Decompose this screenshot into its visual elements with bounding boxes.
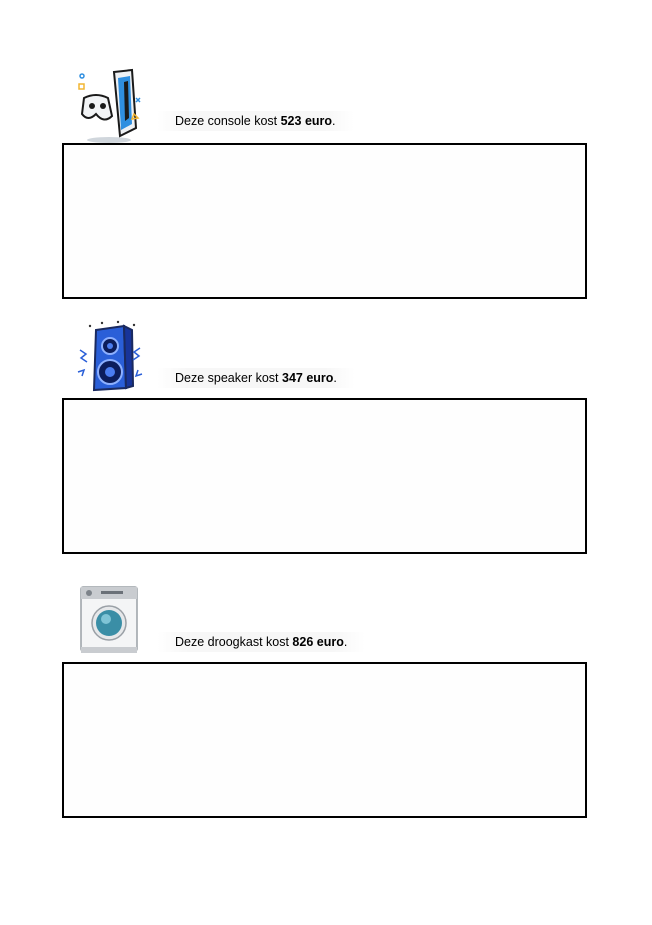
item-caption: Deze console kost 523 euro.: [157, 111, 354, 131]
price-amount: 523 euro: [280, 114, 333, 128]
console-image: [74, 68, 144, 144]
washing-machine-icon: [79, 585, 139, 657]
game-console-icon: [74, 68, 144, 144]
speaker-icon: [72, 320, 148, 394]
answer-box[interactable]: [62, 662, 587, 818]
answer-box[interactable]: [62, 143, 587, 299]
item-caption: Deze droogkast kost 826 euro.: [157, 632, 365, 652]
answer-box[interactable]: [62, 398, 587, 554]
item-caption: Deze speaker kost 347 euro.: [157, 368, 355, 388]
dryer-image: [79, 585, 139, 657]
speaker-image: [72, 320, 148, 394]
price-amount: 826 euro: [292, 635, 344, 649]
price-amount: 347 euro: [282, 371, 334, 385]
